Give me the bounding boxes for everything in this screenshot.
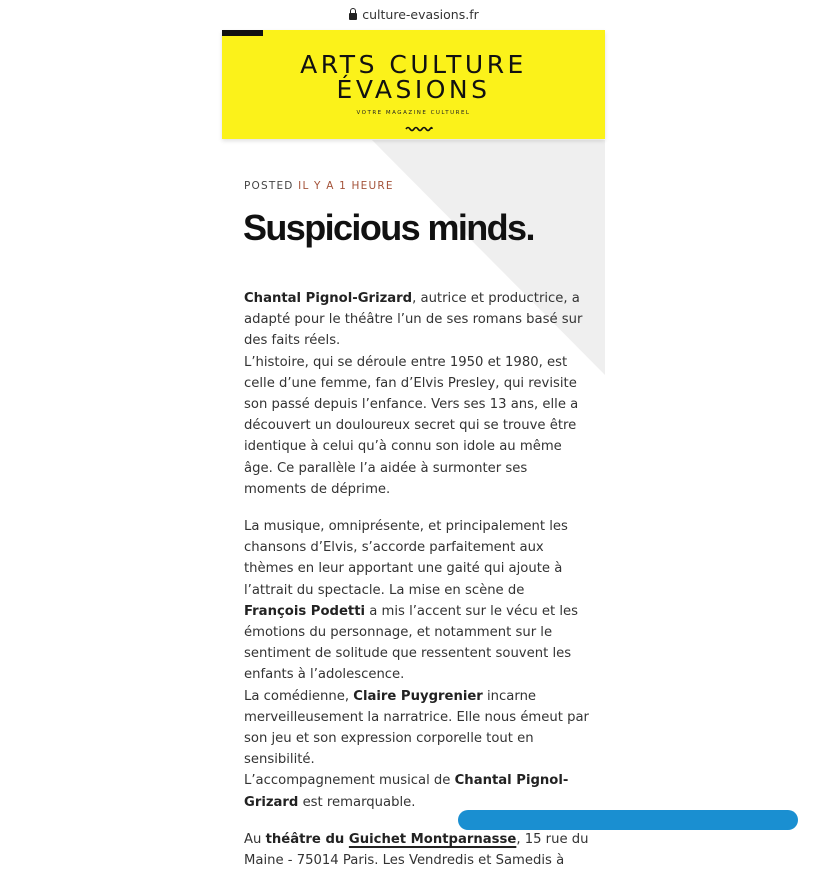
post-meta <box>244 180 394 192</box>
actress-name: Claire Puygrenier <box>353 688 483 704</box>
posted-time-link[interactable]: IL Y A 1 HEURE <box>298 180 394 192</box>
wave-icon <box>405 126 433 132</box>
menu-tab[interactable] <box>222 30 263 36</box>
theatre-link[interactable]: Guichet Montparnasse <box>348 831 517 847</box>
logo-line-1: ARTS CULTURE <box>300 50 527 79</box>
director-name: François Podetti <box>244 603 366 619</box>
author-name: Chantal Pignol-Grizard <box>244 291 413 306</box>
lock-icon <box>349 13 357 20</box>
site-header-banner[interactable] <box>222 30 605 139</box>
paragraph-1: Chantal Pignol-Grizard, autrice et productrice, a adapté pour le théâtre l’un de ses romans basé sur des faits réels. L’histoire, qui se déroule entre 1950 et 1980, est celle d’une femme, fan d’Elvis Presley, qui revisite son passé depuis l’enfance. Vers ses 13 ans, elle a découvert un douloureux secret qui se trouve être identique à celui qu’à connu son idole au même âge. Ce parallèle l’a aidée à surmonter ses moments de déprime. <box>244 291 583 497</box>
posted-label: POSTED <box>244 180 294 192</box>
logo-tagline: VOTRE MAGAZINE CULTUREL <box>356 110 471 116</box>
page-content <box>222 30 605 869</box>
address-bar[interactable] <box>0 0 828 28</box>
floating-action-button[interactable] <box>458 810 798 830</box>
article-body <box>244 288 589 871</box>
logo-line-2: ÉVASIONS <box>336 75 491 104</box>
paragraph-3: Au théâtre du Guichet Montparnasse, 15 rue du Maine - 75014 Paris. Les Vendredis et Samedis à <box>244 831 589 869</box>
paragraph-2: La musique, omniprésente, et principalement les chansons d’Elvis, s’accorde parfaitement aux thèmes en leur apportant une gaité qui ajoute à l’attrait du spectacle. La mise en scène de François Podetti a mis l’accent sur le vécu et les émotions du personnage, et notamment sur le sentiment de solitude que ressentent souvent les enfants à l’adolescence. La comédienne, Claire Puygrenier incarne merveilleusement la narratrice. Elle nous émeut par son jeu et son expression corporelle tout en sensibilité. L’accompagnement musical de Chantal Pignol-Grizard est remarquable. <box>244 519 589 810</box>
url-text: culture-evasions.fr <box>362 6 479 22</box>
musician-name: Chantal Pignol-Grizard <box>244 773 569 810</box>
post-title: Suspicious minds. <box>243 207 534 248</box>
